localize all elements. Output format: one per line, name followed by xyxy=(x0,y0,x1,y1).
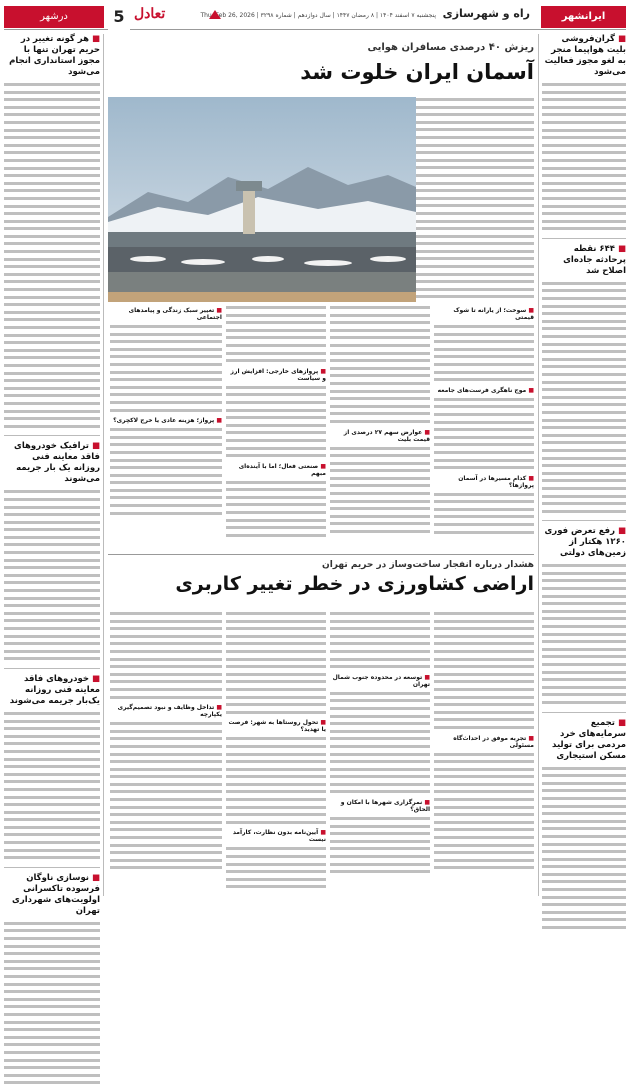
article-headline: اراضی کشاورزی در خطر تغییر کاربری xyxy=(175,573,534,595)
main-article-header xyxy=(108,34,534,85)
article-subhead: ■ تداخل وظایف و نبود تصمیم‌گیری یکپارچه xyxy=(117,704,222,719)
article-subhead: ■ کدام مسیرها در آسمان پروازها؟ xyxy=(458,474,534,489)
article-subhead: ■ صنعتی فعال؛ اما با آینده‌ای مبهم xyxy=(238,462,326,477)
main-article-col-1 xyxy=(434,304,534,552)
airport-photo xyxy=(108,97,416,302)
article-subhead: ■ عوارض سهم ۲۷ درصدی از قیمت بلیت xyxy=(343,428,430,443)
section-label-left: درشهر xyxy=(4,6,104,28)
date-line: پنجشنبه ۷ اسفند ۱۴۰۴ | ۸ رمضان ۱۴۴۷ | سال دوازدهم | شماره ۳۲۹۸ | Thu, Feb 26, 2026 xyxy=(200,12,436,19)
main-article-col-3 xyxy=(226,304,326,552)
article-subhead: ■ پرواز؛ هزینه عادی یا خرج لاکچری؟ xyxy=(113,417,222,425)
second-article-col-4 xyxy=(110,610,222,896)
second-article-col-2 xyxy=(330,610,430,896)
article-subhead: ■ موج ناهگری فرست‌های جامعه xyxy=(437,386,534,394)
news-item-title: ■ ۶۴۴ نقطه پرحادثه جاده‌ای اصلاح شد xyxy=(563,243,626,276)
news-item-title: ■ تجمیع سرمایه‌های خرد مردمی برای تولید مسکن استیجاری xyxy=(552,717,626,761)
right-news-column xyxy=(538,34,626,896)
news-item-title: ■ گران‌فروشی بلیت هواپیما منجر به لغو مجوز فعالیت می‌شود xyxy=(544,34,626,77)
news-item-title: ■ هر گونه تغییر در حریم تهران تنها با مجوز استانداری انجام می‌شود xyxy=(9,34,100,77)
second-article-col-3 xyxy=(226,610,326,896)
page-header xyxy=(4,4,626,30)
news-item-title: ■ نوسازی ناوگان فرسوده تاکسرانی اولویت‌های شهرداری تهران xyxy=(12,872,100,916)
article-kicker: ریزش ۴۰ درصدی مسافران هوایی xyxy=(367,42,534,53)
article-subhead: ■ تغییر سبک زندگی و پیامدهای اجتماعی xyxy=(128,307,222,321)
main-article-intro xyxy=(416,96,534,301)
main-article-col-4 xyxy=(110,304,222,552)
second-article-col-1 xyxy=(434,610,534,896)
news-item-title: ■ رفع تعرض فوری ۱۲۶۰ هکتار از زمین‌های دولتی xyxy=(544,526,626,559)
article-subhead: ■ سوخت؛ از یارانه تا شوک قیمتی xyxy=(453,307,534,321)
triangle-icon xyxy=(209,10,221,19)
main-article-col-2 xyxy=(330,304,430,552)
section-subtitle: راه و شهرسازی xyxy=(442,7,530,20)
article-subhead: ■ تجربه موفق در احداث‌گاه مسئولی xyxy=(453,734,534,749)
article-subhead: ■ توسعه در محدوده جنوب شمال تهران xyxy=(332,673,430,688)
article-subhead: ■ نمرگزاری شهرها با امکان و الحاق؟ xyxy=(340,799,430,814)
article-subhead: ■ پروازهای خارجی: افزایش ارز و سیاست xyxy=(230,367,326,382)
second-article-header xyxy=(108,560,534,595)
page-number: 5 xyxy=(108,4,130,30)
article-headline: آسمان ایران خلوت شد xyxy=(300,60,534,84)
left-news-column xyxy=(4,34,104,916)
news-item-title: ■ خودروهای فاقد معاینه فنی روزانه یک‌بار جریمه می‌شوند xyxy=(9,673,100,706)
article-kicker: هشدار درباره انفجار ساخت‌وساز در حریم تهران xyxy=(322,560,534,570)
article-subhead: ■ آیین‌نامه بدون نظارت، کارآمد نیست xyxy=(232,829,326,844)
newspaper-logo: تعادل xyxy=(134,6,166,22)
news-item-title: ■ ترافیک خودروهای فاقد معاینه فنی روزانه یک بار جریمه می‌شوند xyxy=(14,441,100,485)
section-label-right: ایرانشهر xyxy=(541,6,626,28)
article-subhead: ■ تحول روستاها به شهر: فرصت یا تهدید؟ xyxy=(228,719,326,734)
